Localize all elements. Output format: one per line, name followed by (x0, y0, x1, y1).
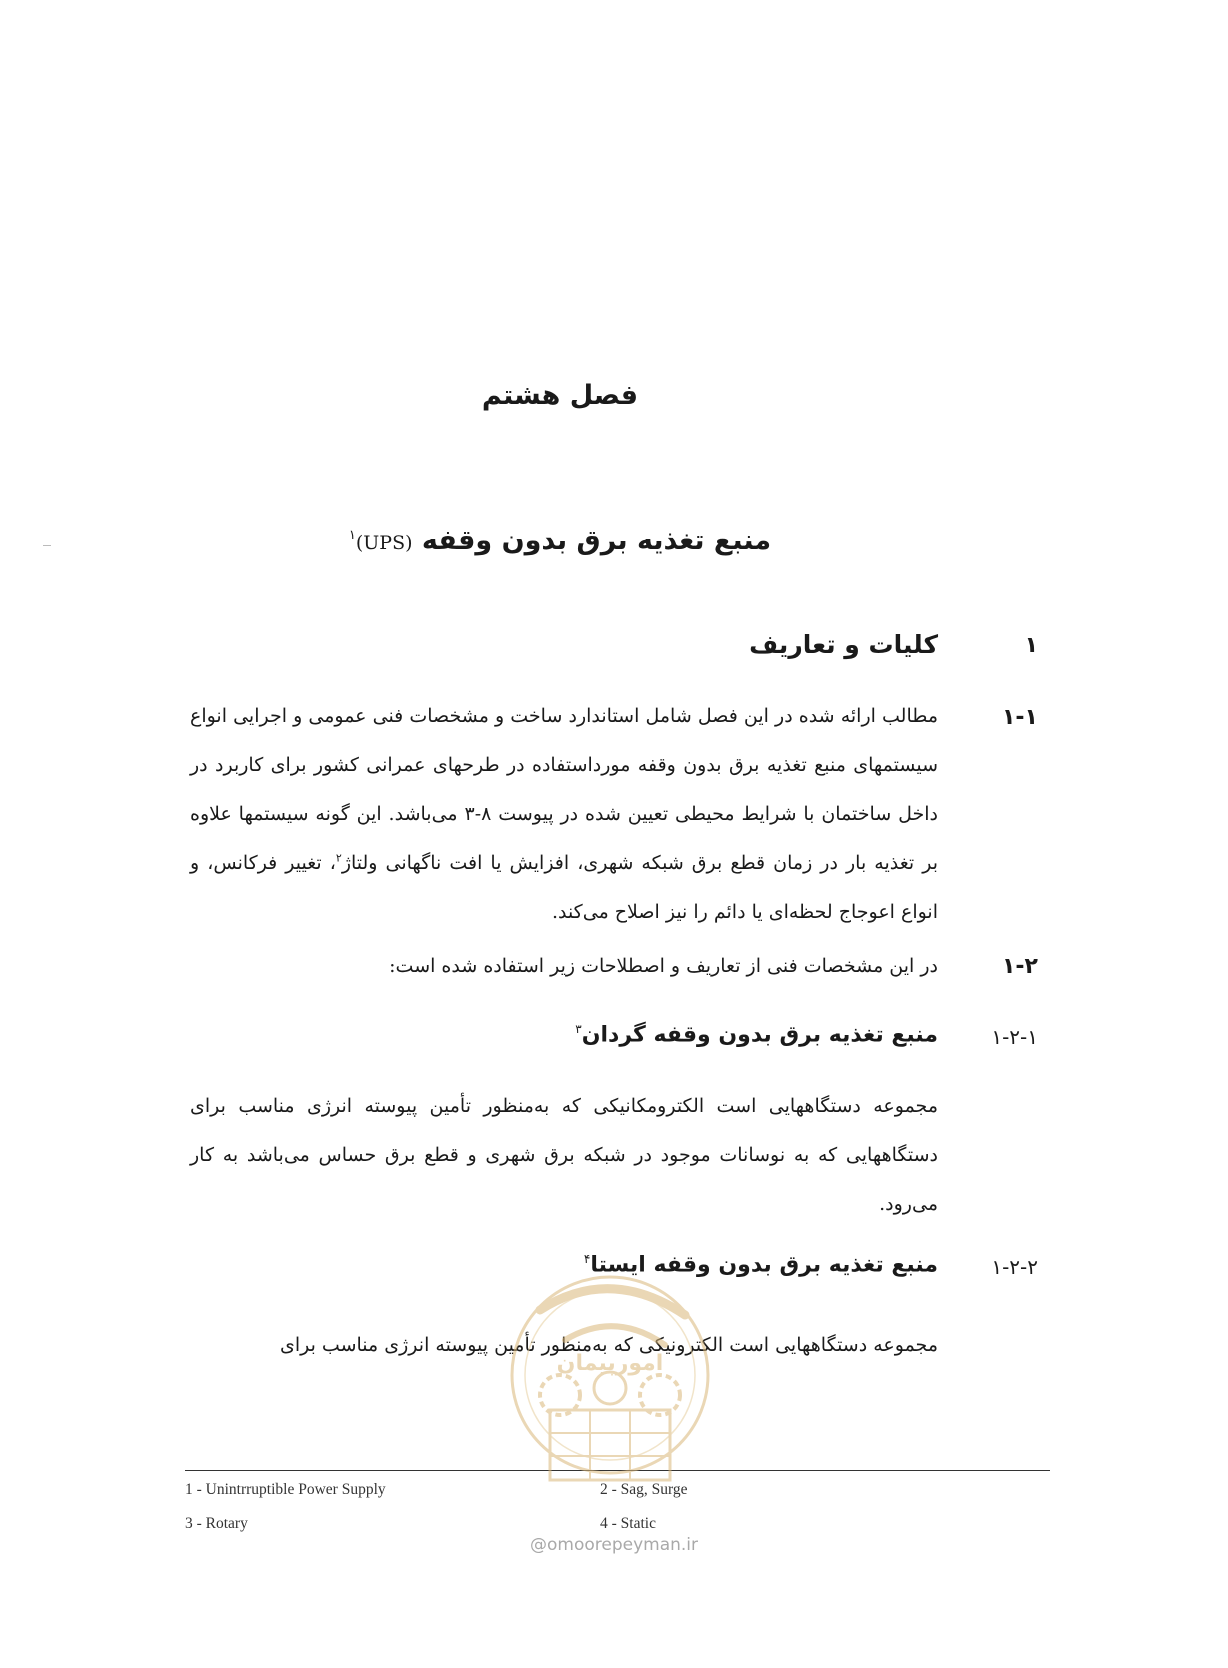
section-1-2-text: در این مشخصات فنی از تعاریف و اصطلاحات زیر استفاده شده است: (389, 955, 938, 977)
section-1-number: ۱ (1024, 633, 1038, 658)
section-1-1-text-b: ، تغییر فرکانس، و انواع اعوجاج لحظه‌ای یا دائم را نیز اصلاح می‌کند. (190, 852, 938, 923)
footnote-3: 3 - Rotary (185, 1515, 248, 1532)
section-1-1-paragraph (190, 692, 938, 937)
watermark-text: @omoorepeyman.ir (530, 1535, 699, 1555)
section-1-2-2-number: ۱-۲-۲ (991, 1255, 1038, 1279)
footnote-ref-4: ۴ (583, 1252, 591, 1266)
chapter-subtitle (0, 525, 1120, 556)
chapter-subtitle-footnote-ref: ۱ (348, 528, 356, 543)
section-1-2-number: ۱-۲ (1002, 954, 1038, 979)
section-1-2-1-number: ۱-۲-۱ (991, 1025, 1038, 1049)
footnote-ref-2: ۲ (335, 851, 342, 865)
chapter-subtitle-abbr: (UPS) (355, 532, 413, 554)
section-1-2-1-text: مجموعه دستگاههایی است الکترومکانیکی که به‌منظور تأمین پیوسته انرژی مناسب برای دستگاههایی که به نوسانات موجود در شبکه برق شهری و قطع برق حساس می‌باشد به کار می‌رود. (190, 1095, 938, 1215)
section-1-2-2-heading-text: منبع تغذیه برق بدون وقفه ایستا (590, 1252, 938, 1278)
section-1-2-1-heading-text: منبع تغذیه برق بدون وقفه گردان (581, 1022, 938, 1048)
chapter-title: فصل هشتم (481, 380, 639, 411)
watermark-logo-text: امورپیمان (556, 1351, 664, 1376)
footnote-1: 1 - Unintrruptible Power Supply (185, 1481, 386, 1498)
section-1-1-text-a: مطالب ارائه شده در این فصل شامل استاندارد ساخت و مشخصات فنی عمومی و اجرایی انواع سیستمهای منبع تغذیه برق بدون وقفه مورداستفاده در طرحهای عمرانی کشور برای کاربرد در داخل ساختمان با شرایط محیطی تعیین شده در پیوست ۸-۳ می‌باشد. این گونه سیستمها علاوه بر تغذیه بار در زمان قطع برق شبکه شهری، افزایش یا افت ناگهانی ولتاژ (190, 705, 938, 874)
footnote-4: 4 - Static (600, 1515, 656, 1532)
footnote-2: 2 - Sag, Surge (600, 1481, 688, 1498)
watermark-logo (505, 1270, 715, 1500)
section-1-2-2-text: مجموعه دستگاههایی است الکترونیکی که به‌منظور تأمین پیوسته انرژی مناسب برای (279, 1334, 938, 1356)
section-1-heading: کلیات و تعاریف (749, 630, 938, 659)
footnote-ref-3: ۳ (575, 1022, 582, 1036)
section-1-2-1-heading (575, 1022, 938, 1047)
chapter-subtitle-text: منبع تغذیه برق بدون وقفه (421, 525, 772, 556)
section-1-1-number: ۱-۱ (1002, 705, 1038, 730)
